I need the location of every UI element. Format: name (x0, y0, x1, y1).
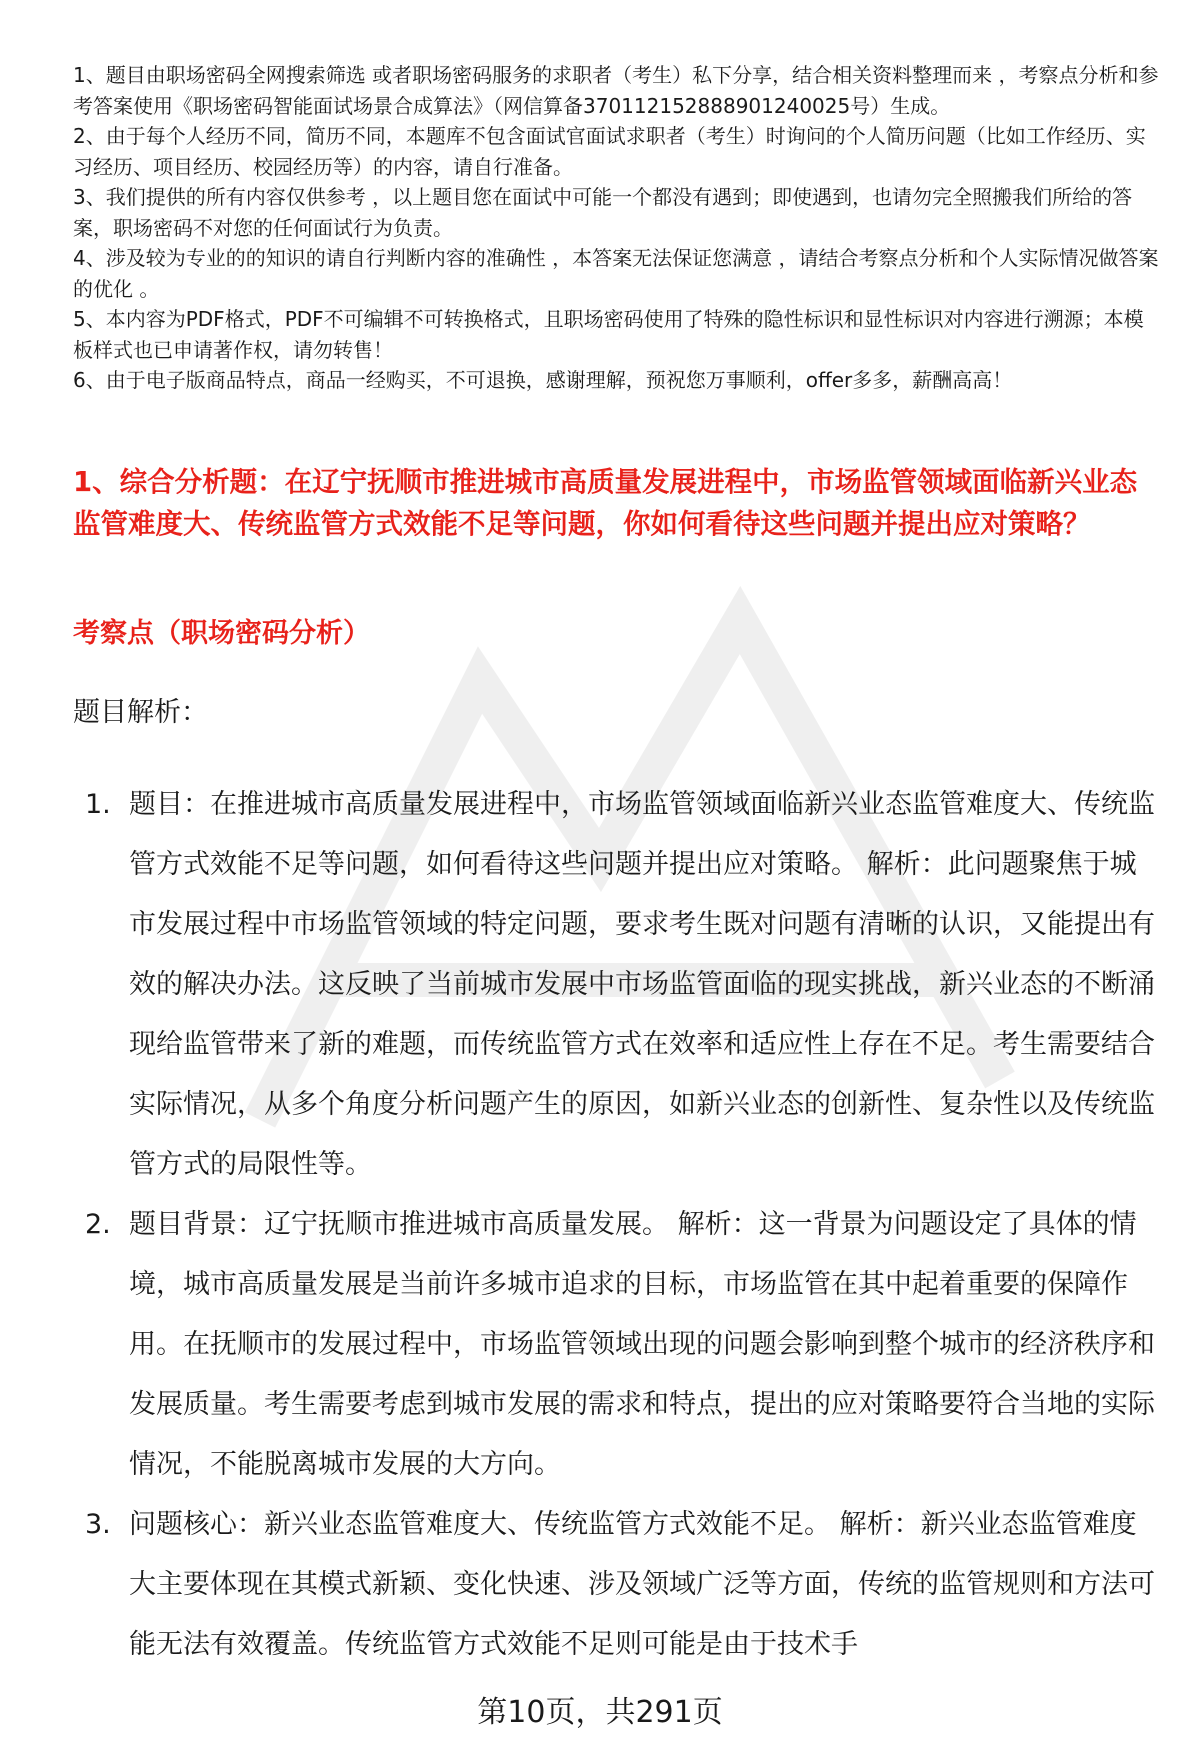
disclaimer-line-4: 4、涉及较为专业的的知识的请自行判断内容的准确性 ，本答案无法保证您满意 ，请结合考察点分析和个人实际情况做答案的优化 。 (73, 246, 1159, 301)
disclaimer-line-3: 3、我们提供的所有内容仅供参考 ，以上题目您在面试中可能一个都没有遇到；即使遇到，也请勿完全照搬我们所给的答案，职场密码不对您的任何面试行为负责。 (73, 185, 1133, 240)
disclaimer-line-5: 5、本内容为PDF格式，PDF不可编辑不可转换格式，且职场密码使用了特殊的隐性标识和显性标识对内容进行溯源；本模板样式也已申请著作权，请勿转售！ (73, 307, 1144, 362)
list-item-number: 3. (85, 1509, 111, 1540)
list-item (73, 1195, 1163, 1495)
analysis-label: 题目解析： (73, 697, 208, 728)
analysis-list (73, 775, 1163, 1675)
list-item-text: 题目：在推进城市高质量发展进程中，市场监管领域面临新兴业态监管难度大、传统监管方式效能不足等问题，如何看待这些问题并提出应对策略。 解析：此问题聚焦于城市发展过程中市场监管领域的特定问题，要求考生既对问题有清晰的认识，又能提出有效的解决办法。这反映了当前城市发展中市场监管面临的现实挑战，新兴业态的不断涌现给监管带来了新的难题，而传统监管方式在效率和适应性上存在不足。考生需要结合实际情况，从多个角度分析问题产生的原因，如新兴业态的创新性、复杂性以及传统监管方式的局限性等。 (129, 789, 1155, 1180)
list-item-number: 1. (85, 789, 111, 820)
list-item-text: 问题核心：新兴业态监管难度大、传统监管方式效能不足。 解析：新兴业态监管难度大主要体现在其模式新颖、变化快速、涉及领域广泛等方面，传统的监管规则和方法可能无法有效覆盖。传统监管方式效能不足则可能是由于技术手 (129, 1509, 1155, 1660)
question-title: 1、综合分析题：在辽宁抚顺市推进城市高质量发展进程中，市场监管领域面临新兴业态监管难度大、传统监管方式效能不足等问题，你如何看待这些问题并提出应对策略？ (73, 466, 1138, 540)
list-item-text: 题目背景：辽宁抚顺市推进城市高质量发展。 解析：这一背景为问题设定了具体的情境，城市高质量发展是当前许多城市追求的目标，市场监管在其中起着重要的保障作用。在抚顺市的发展过程中，市场监管领域出现的问题会影响到整个城市的经济秩序和发展质量。考生需要考虑到城市发展的需求和特点，提出的应对策略要符合当地的实际情况，不能脱离城市发展的大方向。 (129, 1209, 1155, 1480)
section-heading: 考察点（职场密码分析） (73, 618, 370, 649)
disclaimer-line-6: 6、由于电子版商品特点，商品一经购买，不可退换，感谢理解，预祝您万事顺利，offer多多，薪酬高高！ (73, 368, 1013, 392)
list-item (73, 775, 1163, 1195)
disclaimer-line-2: 2、由于每个人经历不同，简历不同，本题库不包含面试官面试求职者（考生）时询问的个人简历问题（比如工作经历、实习经历、项目经历、校园经历等）的内容，请自行准备。 (73, 124, 1146, 179)
page-number: 第10页，共291页 (477, 1695, 723, 1730)
list-item (73, 1495, 1163, 1675)
disclaimer-line-1: 1、题目由职场密码全网搜索筛选 或者职场密码服务的求职者（考生）私下分享，结合相关资料整理而来 ，考察点分析和参考答案使用《职场密码智能面试场景合成算法》（网信算备370112152888901240025号）生成。 (73, 63, 1159, 118)
list-item-number: 2. (85, 1209, 111, 1240)
disclaimer-block (73, 60, 1163, 396)
